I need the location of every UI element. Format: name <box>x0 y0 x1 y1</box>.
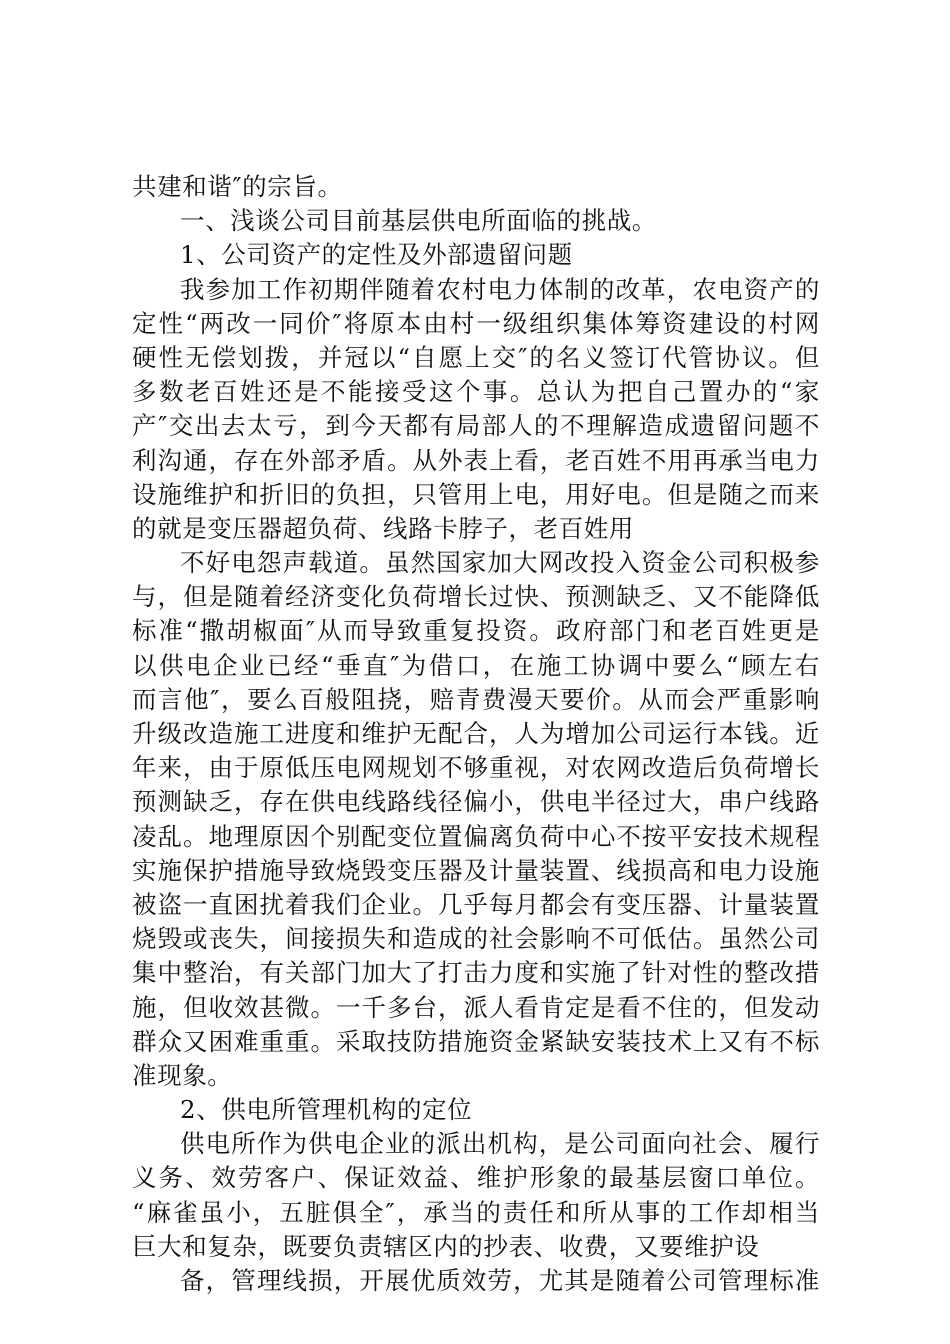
text-line: 集中整治，有关部门加大了打击力度和实施了针对性的整改措 <box>132 958 820 988</box>
text-line: 产″交出去太亏，到今天都有局部人的不理解造成遗留问题不 <box>132 411 820 441</box>
text-line: 准现象。 <box>132 1060 233 1090</box>
text-line: 凌乱。地理原因个别配变位置偏离负荷中心不按平安技术规程 <box>132 821 820 851</box>
text-line: 利沟通，存在外部矛盾。从外表上看，老百姓不用再承当电力 <box>132 445 820 475</box>
text-line: 的就是变压器超负荷、线路卡脖子，老百姓用 <box>132 513 634 543</box>
text-line: 以供电企业已经“垂直″为借口，在施工协调中要么“顾左右 <box>132 650 820 680</box>
text-line: 一、浅谈公司目前基层供电所面临的挑战。 <box>180 206 657 236</box>
text-line: 被盗一直困扰着我们企业。几乎每月都会有变压器、计量装置 <box>132 889 820 919</box>
body-text <box>132 170 820 1298</box>
text-line: 共建和谐″的宗旨。 <box>132 172 343 201</box>
text-line: 供电所作为供电企业的派出机构，是公司面向社会、履行 <box>180 1129 820 1159</box>
text-line: 义务、效劳客户、保证效益、维护形象的最基层窗口单位。 <box>132 1163 820 1193</box>
text-line: 1、公司资产的定性及外部遗留问题 <box>180 240 573 270</box>
text-line: 标准“撒胡椒面″从而导致重复投资。政府部门和老百姓更是 <box>132 616 820 646</box>
text-line: 年来，由于原低压电网规划不够重视，对农网改造后负荷增长 <box>132 753 820 783</box>
text-line: 设施维护和折旧的负担，只管用上电，用好电。但是随之而来 <box>132 479 820 509</box>
text-line: 群众又困难重重。采取技防措施资金紧缺安装技术上又有不标 <box>132 1026 820 1056</box>
text-line: “麻雀虽小，五脏俱全″，承当的责任和所从事的工作却相当 <box>132 1197 820 1227</box>
text-line: 多数老百姓还是不能接受这个事。总认为把自己置办的“家 <box>132 377 820 407</box>
text-line: 2、供电所管理机构的定位 <box>180 1095 473 1125</box>
text-line: 硬性无偿划拨，并冠以“自愿上交″的名义签订代管协议。但 <box>132 342 820 372</box>
text-line: 预测缺乏，存在供电线路线径偏小，供电半径过大，串户线路 <box>132 787 820 817</box>
text-line: 而言他″，要么百般阻挠，赔青费漫天要价。从而会严重影响 <box>132 684 820 714</box>
text-line: 巨大和复杂，既要负责辖区内的抄表、收费，又要维护设 <box>132 1231 760 1261</box>
text-line: 定性“两改一同价″将原本由村一级组织集体筹资建设的村网 <box>132 308 820 338</box>
text-line: 实施保护措施导致烧毁变压器及计量装置、线损高和电力设施 <box>132 855 820 885</box>
text-line: 我参加工作初期伴随着农村电力体制的改革，农电资产的 <box>180 274 820 304</box>
text-line: 与，但是随着经济变化负荷增长过快、预测缺乏、又不能降低 <box>132 582 820 612</box>
text-line: 烧毁或丧失，间接损失和造成的社会影响不可低估。虽然公司 <box>132 924 820 954</box>
text-line: 升级改造施工进度和维护无配合，人为增加公司运行本钱。近 <box>132 719 820 748</box>
text-line: 施，但收效甚微。一千多台，派人看肯定是看不住的，但发动 <box>132 992 820 1022</box>
text-line: 不好电怨声载道。虽然国家加大网改投入资金公司积极参 <box>180 548 820 578</box>
text-line: 备，管理线损，开展优质效劳，尤其是随着公司管理标准 <box>180 1266 820 1295</box>
